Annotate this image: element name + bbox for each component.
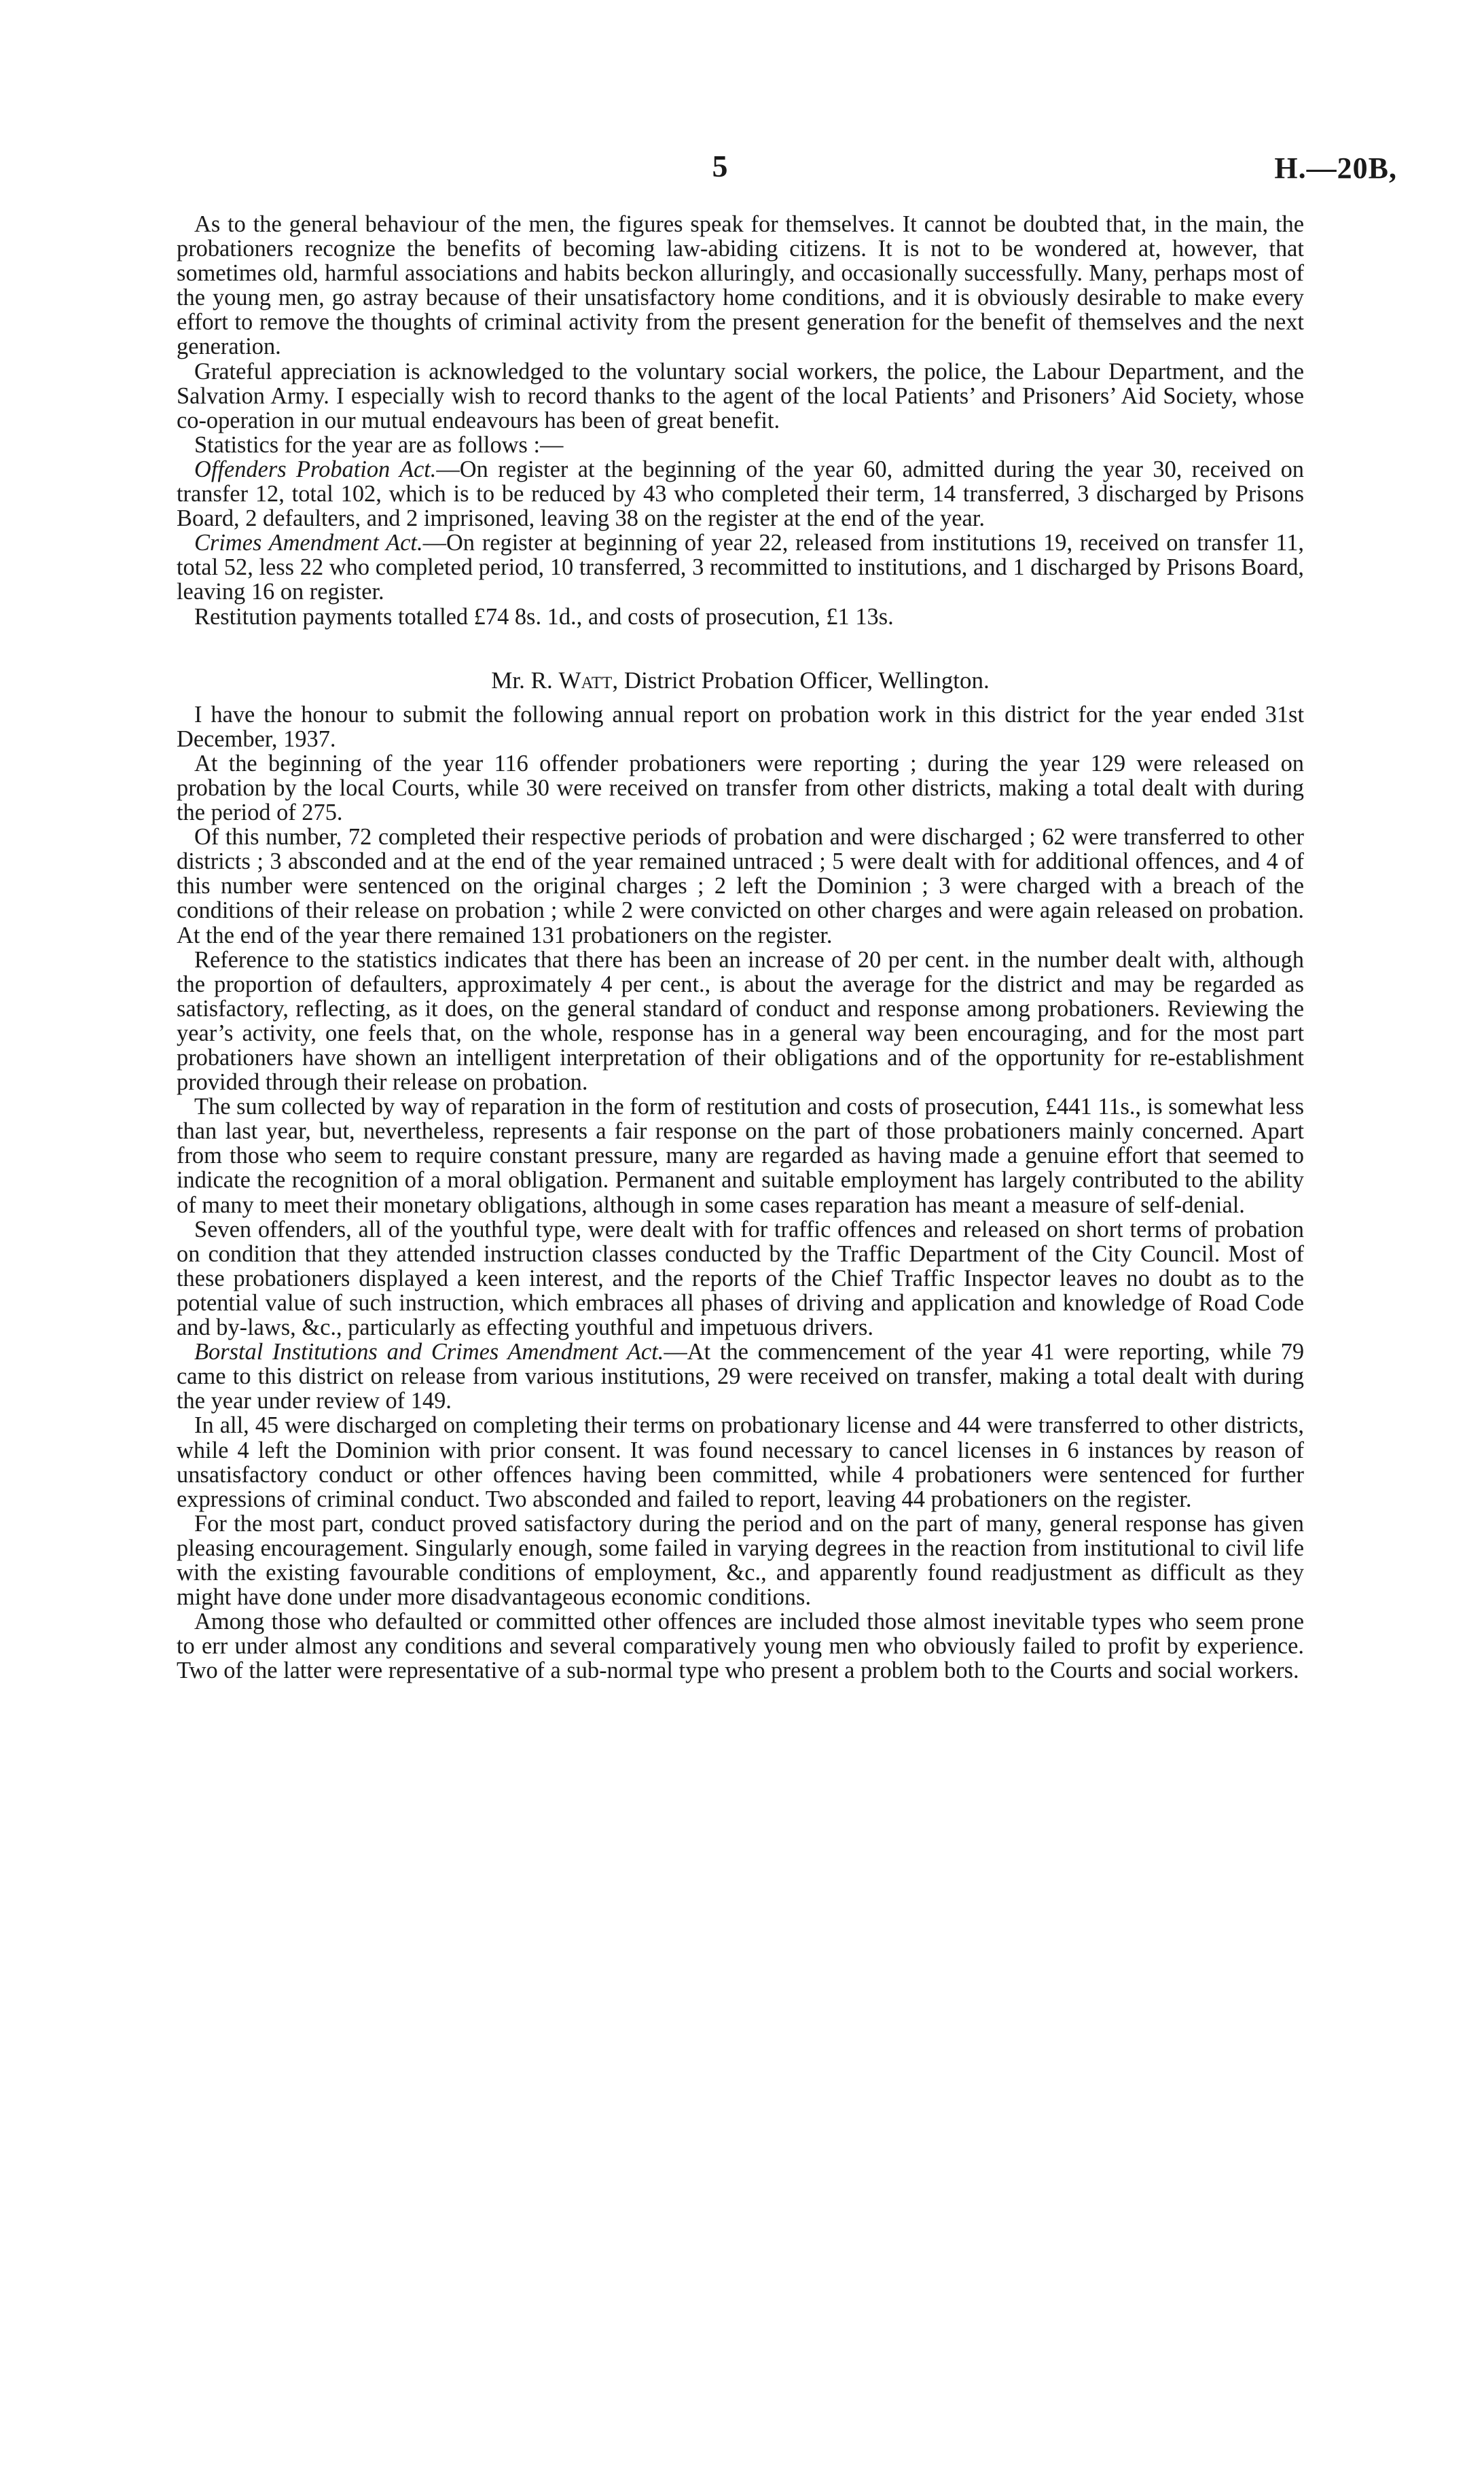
paragraph-body: —On register at beginning of year 22, released from institutions 19, received on transfer 11, total 52, less 22 who completed period, 10 transferred, 3 recommitted to institutions, and 1 discharged by Prisons Board, leaving 16 on register. <box>177 530 1304 605</box>
paragraph <box>177 457 1304 531</box>
act-title: Offenders Probation Act. <box>194 456 437 482</box>
paragraph: Reference to the statistics indicates that there has been an increase of 20 per cent. in the number dealt with, although the proportion of defaulters, approximately 4 per cent., is about the average for the district and may be regarded as satisfactory, reflecting, as it does, on the general standard of conduct and response among probationers. Reviewing the year’s activity, one feels that, on the whole, response has in a general way been encouraging, and for the most part probationers have shown an intelligent interpretation of their obligations and of the opportunity for re-establishment provided through their release on probation. <box>177 946 1304 1096</box>
paragraph: I have the honour to submit the following annual report on probation work in this district for the year ended 31st December, 1937. <box>177 701 1304 752</box>
heading-prefix: Mr. R. <box>491 666 553 694</box>
paragraph <box>177 1340 1304 1413</box>
paragraph: Seven offenders, all of the youthful type, were dealt with for traffic offences and released on short terms of probation on condition that they attended instruction classes conducted by the Traffic Department of the City Council. Most of these probationers displayed a keen interest, and the reports of the Chief Traffic Inspector leaves no doubt as to the potential value of such instruction, which embraces all phases of driving and application and knowledge of Road Code and by-laws, &c., particularly as effecting youthful and impetuous drivers. <box>177 1216 1304 1341</box>
page-number: 5 <box>712 149 728 183</box>
heading-suffix: , District Probation Officer, Wellington. <box>612 666 990 694</box>
paragraph-body: —On register at the beginning of the year 60, admitted during the year 30, received on transfer 12, total 102, which is to be reduced by 43 who completed their term, 14 transferred, 3 discharged by Prisons Board, 2 defaulters, and 2 imprisoned, leaving 38 on the register at the end of the year. <box>177 456 1304 532</box>
act-title: Crimes Amendment Act. <box>194 530 423 556</box>
document-reference: H.—20B, <box>1274 151 1397 185</box>
paragraph: Statistics for the year are as follows :— <box>194 431 564 458</box>
paragraph: Among those who defaulted or committed other offences are included those almost inevitable types who seem prone to err under almost any conditions and several comparatively young men who obviously failed to profit by experience. Two of the latter were representative of a sub-normal type who present a problem both to the Courts and social workers. <box>177 1609 1304 1684</box>
paragraph-body: —At the commencement of the year 41 were reporting, while 79 came to this district on release from various institutions, 29 were received on transfer, making a total dealt with during the year under review of 149. <box>177 1339 1305 1414</box>
paragraph: Grateful appreciation is acknowledged to the voluntary social workers, the police, the Labour Department, and the Salvation Army. I especially wish to record thanks to the agent of the local Patients’ and Prisoners’ Aid Society, whose co-operation in our mutual endeavours has been of great benefit. <box>177 358 1304 433</box>
paragraph: In all, 45 were discharged on completing their terms on probationary license and 44 were transferred to other districts, while 4 left the Dominion with prior consent. It was found necessary to cancel licenses in 6 instances by reason of unsatisfactory conduct or other offences having been committed, while 4 probationers were sentenced for further expressions of criminal conduct. Two absconded and failed to report, leaving 44 probationers on the register. <box>177 1412 1304 1512</box>
section-heading <box>177 668 1304 693</box>
paragraph: The sum collected by way of reparation in the form of restitution and costs of prosecution, £441 11s., is somewhat less than last year, but, nevertheless, represents a fair response on the part of those probationers mainly concerned. Apart from those who seem to require constant pressure, many are regarded as having made a genuine effort that seemed to indicate the recognition of a moral obligation. Permanent and suitable employment has largely contributed to the ability of many to meet their monetary obligations, although in some cases reparation has meant a measure of self-denial. <box>177 1094 1304 1218</box>
act-title: Borstal Institutions and Crimes Amendment Act. <box>194 1339 664 1365</box>
paragraph: Of this number, 72 completed their respective periods of probation and were discharged ; 62 were transferred to other districts ; 3 absconded and at the end of the year remained untraced ; 5 were dealt with for additional offences, and 4 of this number were sentenced on the original charges ; 2 left the Dominion ; 3 were charged with a breach of the conditions of their release on probation ; while 2 were convicted on other charges and were again released on probation. At the end of the year there remained 131 probationers on the register. <box>177 824 1304 948</box>
body-text <box>177 212 1304 1683</box>
paragraph: At the beginning of the year 116 offender probationers were reporting ; during the year 129 were released on probation by the local Courts, while 30 were received on transfer from other districts, making a total dealt with during the period of 275. <box>177 750 1304 826</box>
heading-name: Watt <box>558 666 613 694</box>
paragraph: As to the general behaviour of the men, the figures speak for themselves. It cannot be doubted that, in the main, the probationers recognize the benefits of becoming law-abiding citizens. It is not to be wondered at, however, that sometimes old, harmful associations and habits beckon alluringly, and occasionally successfully. Many, perhaps most of the young men, go astray because of their unsatisfactory home conditions, and it is obviously desirable to make every effort to remove the thoughts of criminal activity from the present generation for the benefit of themselves and the next generation. <box>177 211 1304 360</box>
paragraph: For the most part, conduct proved satisfactory during the period and on the part of many, general response has given pleasing encouragement. Singularly enough, some failed in varying degrees in the reaction from institutional to civil life with the existing favourable conditions of employment, &c., and apparently found readjustment as difficult as they might have done under more disadvantageous economic conditions. <box>177 1510 1304 1611</box>
paragraph: Restitution payments totalled £74 8s. 1d., and costs of prosecution, £1 13s. <box>194 603 894 630</box>
paragraph <box>177 531 1304 604</box>
